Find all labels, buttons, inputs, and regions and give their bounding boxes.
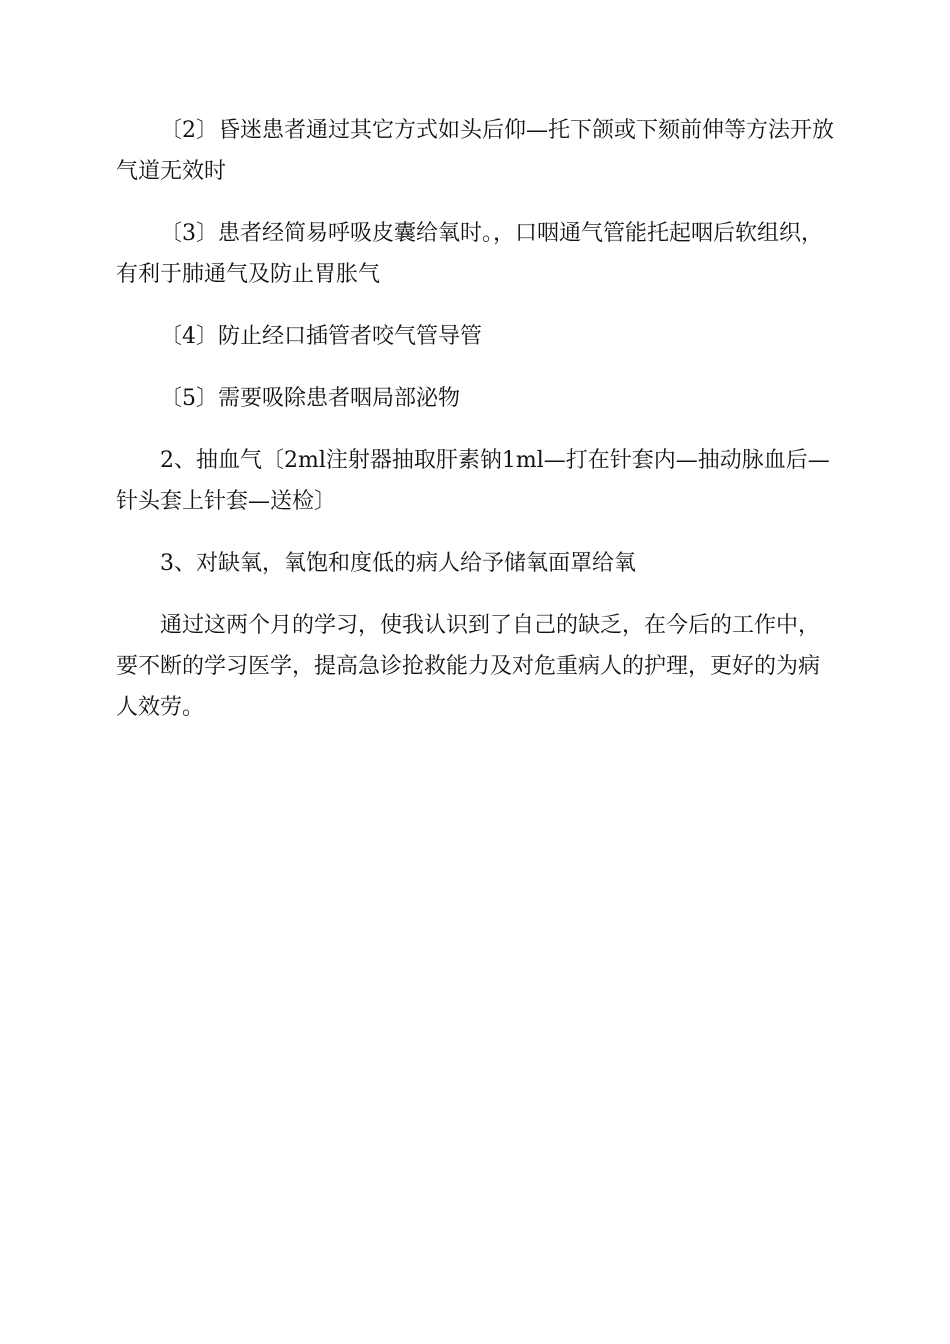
paragraph-blood-gas: 2、抽血气〔2ml注射器抽取肝素钠1ml—打在针套内—抽动脉血后—针头套上针套—送检〕 (116, 448, 830, 514)
paragraph-summary: 通过这两个月的学习，使我认识到了自己的缺乏，在今后的工作中，要不断的学习医学，提高急诊抢救能力及对危重病人的护理，更好的为病人效劳。 (116, 613, 821, 720)
document-body (116, 110, 836, 749)
paragraph-item-2: 〔2〕昏迷患者通过其它方式如头后仰—托下颌或下颏前伸等方法开放气道无效时 (116, 118, 834, 184)
paragraph-item-3: 〔3〕患者经简易呼吸皮囊给氧时。，口咽通气管能托起咽后软组织，有利于肺通气及防止胃胀气 (116, 221, 823, 287)
paragraph-oxygen-mask: 3、对缺氧，氧饱和度低的病人给予储氧面罩给氧 (160, 551, 636, 576)
paragraph-item-4: 〔4〕防止经口插管者咬气管导管 (160, 324, 482, 349)
paragraph-item-5: 〔5〕需要吸除患者咽局部泌物 (160, 386, 460, 411)
